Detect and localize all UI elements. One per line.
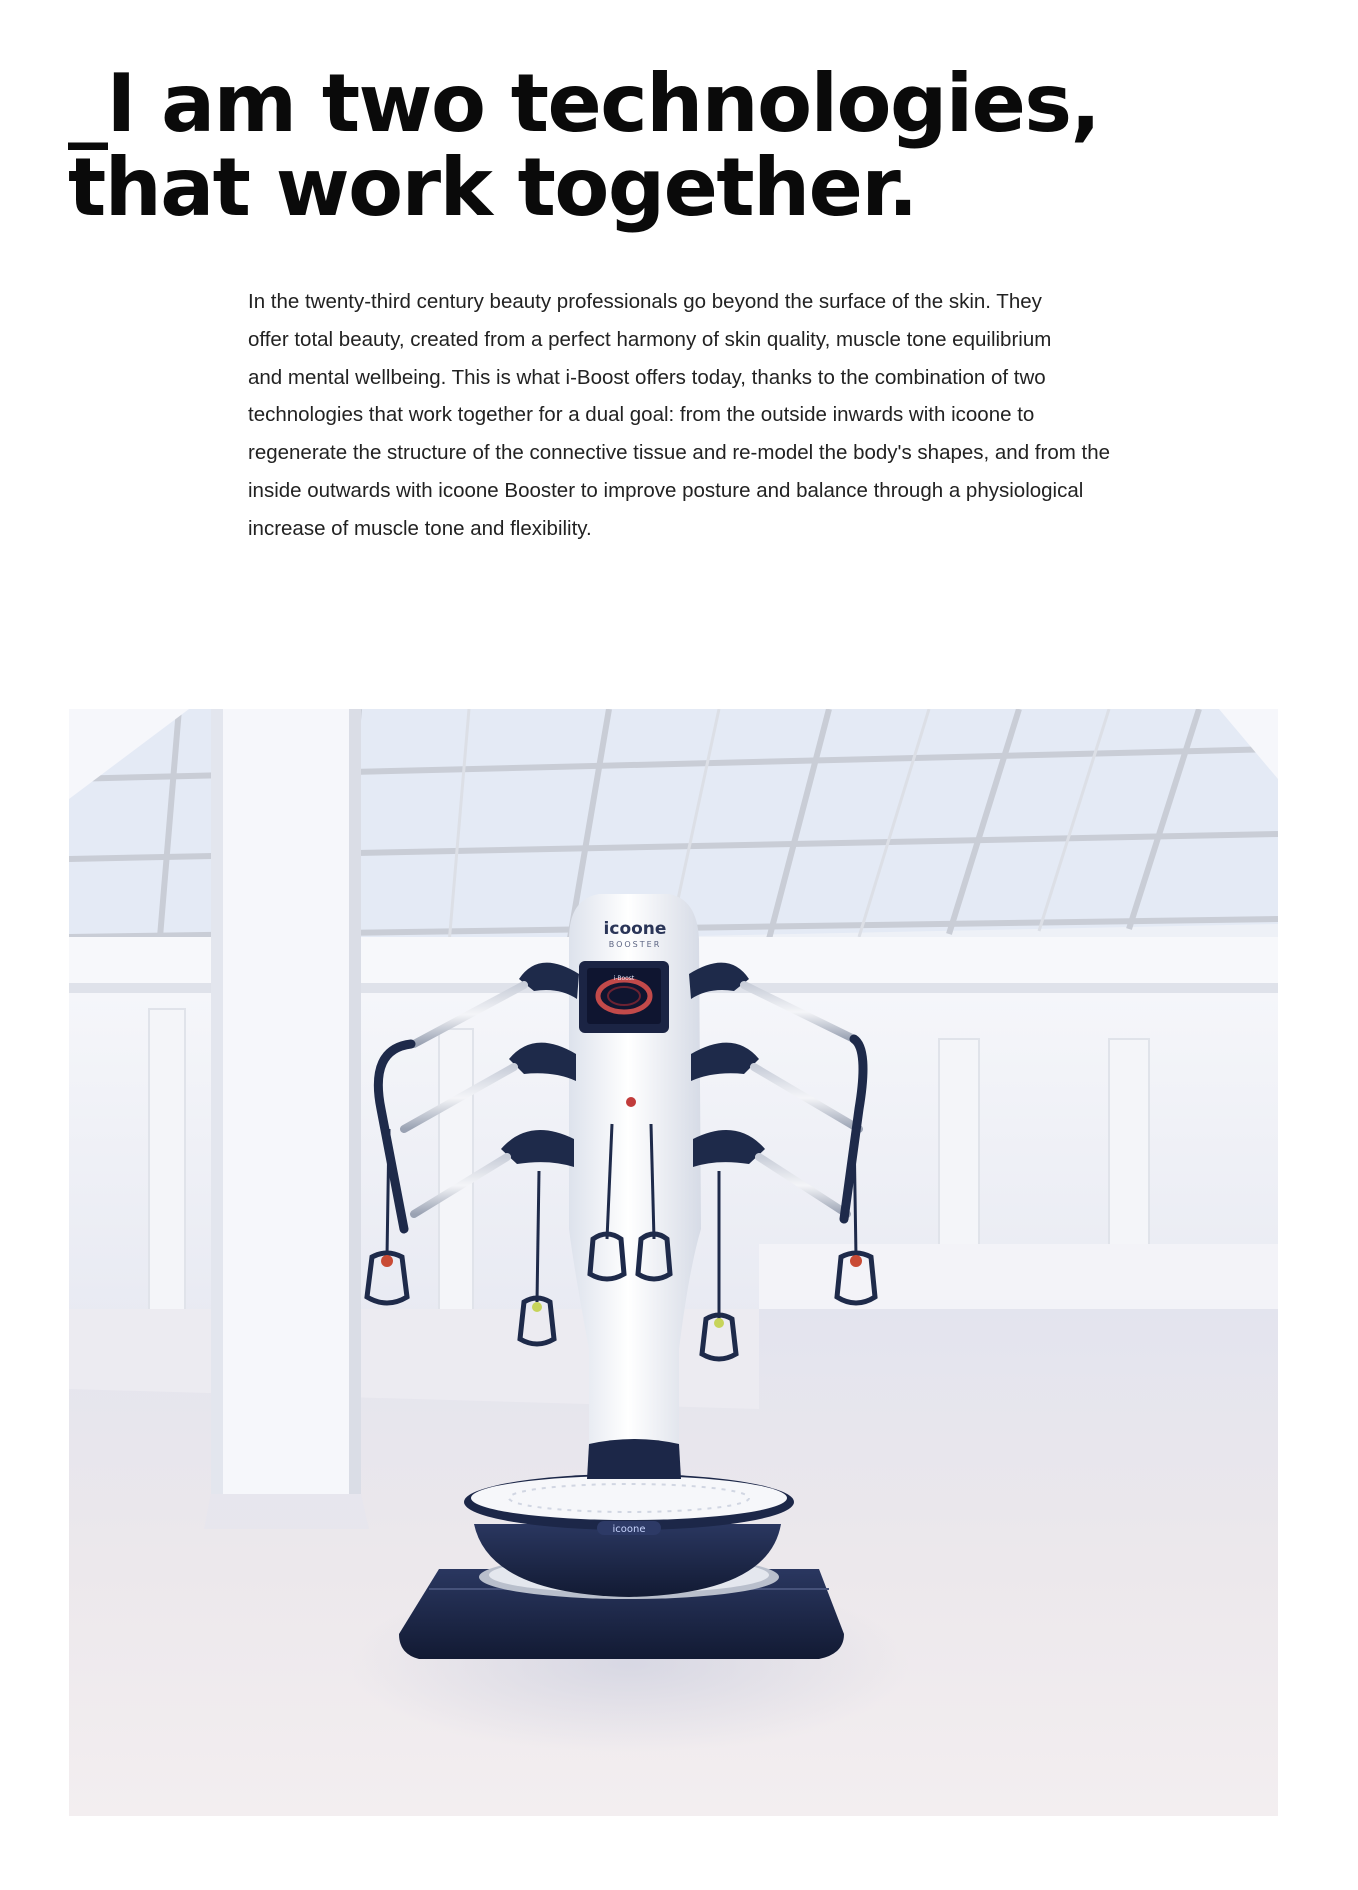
pillar xyxy=(204,709,369,1529)
product-photo-illustration xyxy=(69,709,1278,1816)
body-line: inside outwards with icoone Booster to improve posture and balance through a physiological xyxy=(248,478,1084,502)
base-logo-text: icoone xyxy=(612,1524,646,1535)
product-photo xyxy=(69,709,1278,1816)
body-line: technologies that work together for a dual goal: from the outside inwards with icoone to xyxy=(248,403,1035,427)
body-paragraph xyxy=(248,283,1248,548)
page-headline xyxy=(68,57,1100,234)
body-line: offer total beauty, created from a perfect harmony of skin quality, muscle tone equilibrium xyxy=(248,327,1052,351)
body-line: In the twenty-third century beauty professionals go beyond the surface of the skin. They xyxy=(248,290,1042,313)
headline-line-2: that work together. xyxy=(68,141,917,234)
body-line: and mental wellbeing. This is what i-Boost offers today, thanks to the combination of two xyxy=(248,365,1046,389)
headline-line-1: _I am two technologies, xyxy=(68,57,1100,150)
body-line: regenerate the structure of the connective tissue and re-model the body's shapes, and from the xyxy=(248,441,1111,465)
brand-text: icoone xyxy=(603,919,667,939)
screen-text: i-Boost xyxy=(613,975,635,982)
model-text: BOOSTER xyxy=(608,940,662,949)
body-line: increase of muscle tone and flexibility. xyxy=(248,516,592,540)
